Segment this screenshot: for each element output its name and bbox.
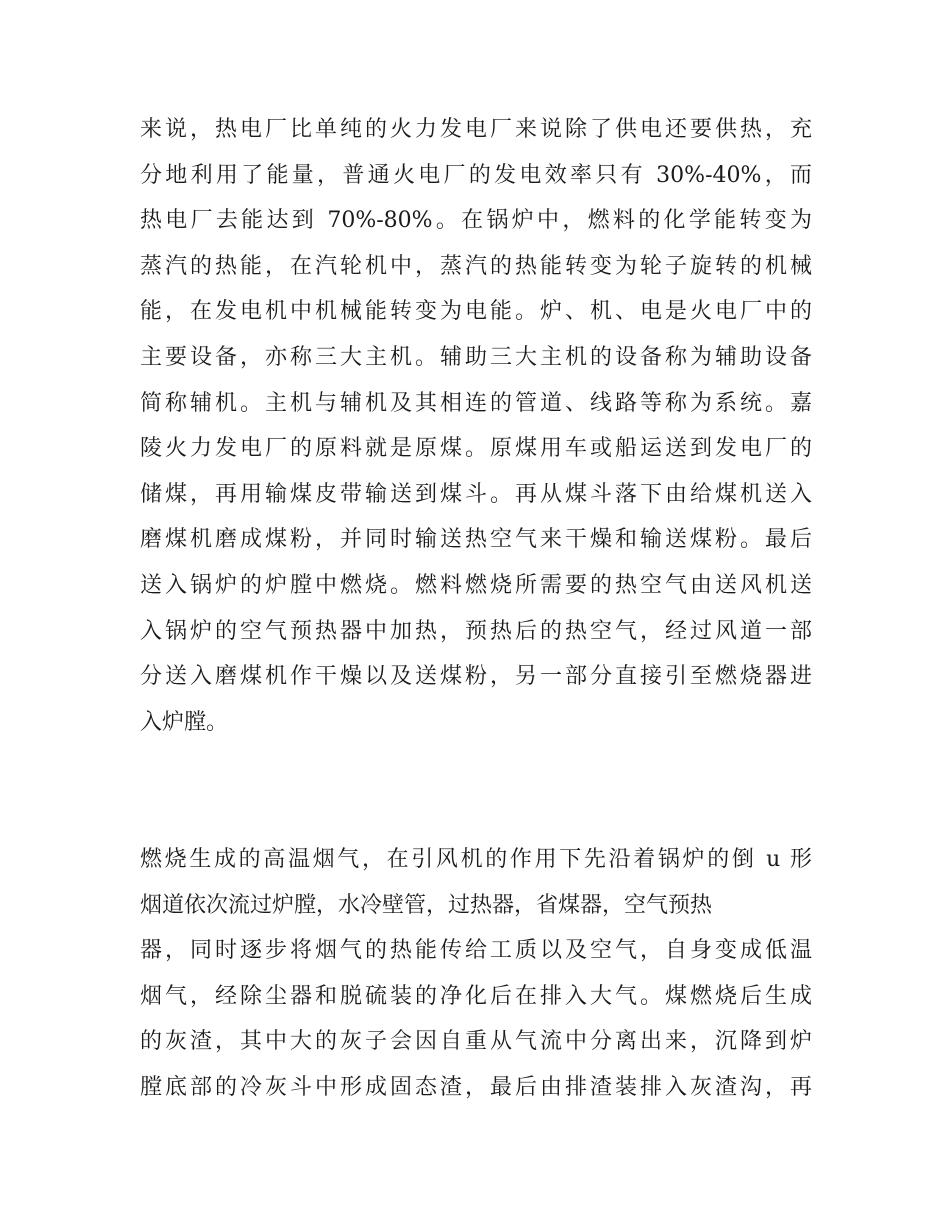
text-line: 分送入磨煤机作干燥以及送煤粉，另一部分直接引至燃烧器进 bbox=[140, 664, 812, 690]
text-line: 器，同时逐步将烟气的热能传给工质以及空气，自身变成低温 bbox=[140, 938, 812, 964]
text-line: 磨煤机磨成煤粉，并同时输送热空气来干燥和输送煤粉。最后 bbox=[140, 527, 812, 553]
text-line: 烟道依次流过炉膛，水冷壁管，过热器，省煤器，空气预热 bbox=[140, 892, 713, 918]
text-line: 热电厂去能达到 70%-80%。在锅炉中，燃料的化学能转变为 bbox=[140, 208, 812, 234]
text-line: 烟气，经除尘器和脱硫装的净化后在排入大气。煤燃烧后生成 bbox=[140, 983, 812, 1009]
text-line: 主要设备，亦称三大主机。辅助三大主机的设备称为辅助设备 bbox=[140, 344, 812, 370]
text-line: 送入锅炉的炉膛中燃烧。燃料燃烧所需要的热空气由送风机送 bbox=[140, 572, 812, 598]
text-line: 蒸汽的热能，在汽轮机中，蒸汽的热能转变为轮子旋转的机械 bbox=[140, 253, 812, 279]
text-line: 入炉膛。 bbox=[140, 709, 229, 735]
text-line: 膛底部的冷灰斗中形成固态渣，最后由排渣装排入灰渣沟，再 bbox=[140, 1074, 812, 1100]
paragraph-1 bbox=[140, 107, 812, 745]
text-line: 的灰渣，其中大的灰子会因自重从气流中分离出来，沉降到炉 bbox=[140, 1029, 812, 1055]
text-line: 来说，热电厂比单纯的火力发电厂来说除了供电还要供热，充 bbox=[140, 117, 812, 142]
text-line: 分地利用了能量，普通火电厂的发电效率只有 30%-40%，而 bbox=[140, 162, 812, 188]
text-line: 储煤，再用输煤皮带输送到煤斗。再从煤斗落下由给煤机送入 bbox=[140, 481, 812, 507]
text-line: 入锅炉的空气预热器中加热，预热后的热空气，经过风道一部 bbox=[140, 618, 812, 644]
text-line: 简称辅机。主机与辅机及其相连的管道、线路等称为系统。嘉 bbox=[140, 390, 812, 416]
text-line: 能，在发电机中机械能转变为电能。炉、机、电是火电厂中的 bbox=[140, 299, 812, 325]
text-line: 陵火力发电厂的原料就是原煤。原煤用车或船运送到发电厂的 bbox=[140, 436, 812, 462]
text-line: 燃烧生成的高温烟气，在引风机的作用下先沿着锅炉的倒 u 形 bbox=[140, 847, 812, 872]
paragraph-2 bbox=[140, 837, 812, 1111]
